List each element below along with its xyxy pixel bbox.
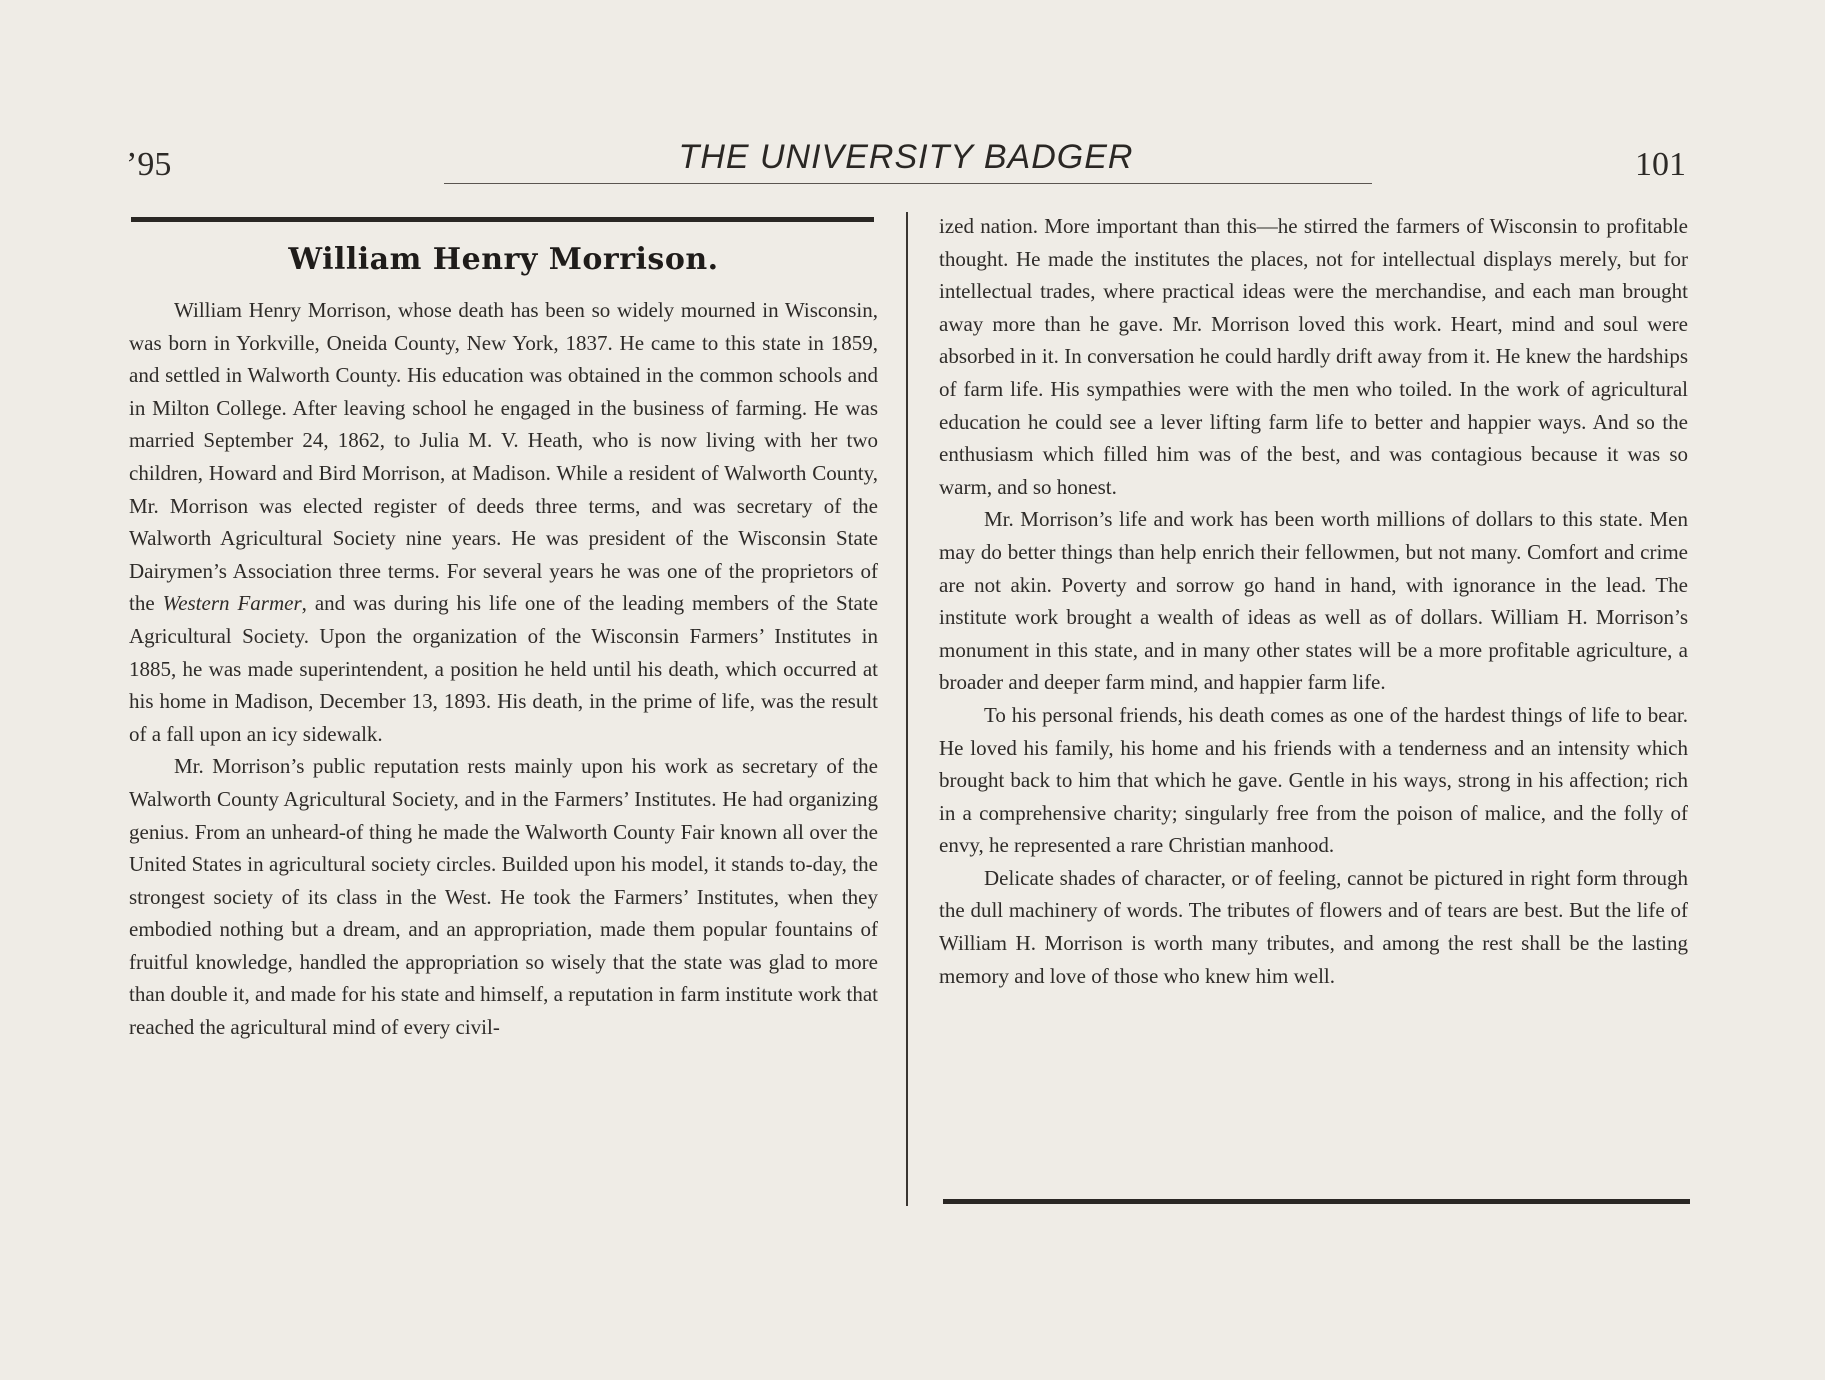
top-rule [131, 217, 874, 222]
running-header [126, 138, 1686, 188]
paragraph-2: Mr. Morrison’s public reputation rests mainly upon his work as secretary of the Walworth County Agricultural Society, and in the Farmers’ Institutes. He had organizing genius. From an unheard-of thing he made the Walworth County Fair known all over the United States in agricultural society circles. Builded upon his model, it stands to-day, the strongest society of its class in the West. He took the Farmers’ Institutes, when they embodied nothing but a dream, and an appropriation, made them popular fountains of fruitful knowledge, handled the appropriation so wisely that the state was glad to more than double it, and made for his state and himself, a reputation in farm institute work that reached the agricultural mind of every civil- [129, 754, 878, 1040]
right-column [939, 210, 1688, 992]
paragraph-1 [129, 294, 878, 750]
left-column [129, 294, 878, 1044]
column-divider [906, 212, 908, 1206]
article-title: William Henry Morrison. [288, 242, 719, 277]
header-year: ’95 [126, 146, 172, 183]
paragraph-5: Delicate shades of character, or of feeling, cannot be pictured in right form through the dull machinery of words. The tributes of flowers and of tears are best. But the life of William H. Morrison is worth many tributes, and among the rest shall be the lasting memory and love of those who knew him well. [939, 865, 1688, 988]
bottom-rule [943, 1199, 1690, 1204]
newspaper-title: Western Farmer [162, 591, 302, 616]
header-title: THE UNIVERSITY BADGER [678, 138, 1134, 176]
page-number: 101 [1635, 146, 1686, 183]
paragraph-1-text-b: , and was during his life one of the leading members of the State Agricultural Society. Upon the organization of the Wisconsin Farmers’ Institutes in 1885, he was made superintendent, a position he held until his death, which occurred at his home in Madison, December 13, 1893. His death, in the prime of life, was the result of a fall upon an icy sidewalk. [129, 591, 879, 746]
paragraph-2-continued: ized nation. More important than this—he stirred the farmers of Wisconsin to profitable thought. He made the institutes the places, not for intellectual displays merely, but for intellectual trades, where practical ideas were the merchandise, and each man brought away more than he gave. Mr. Morrison loved this work. Heart, mind and soul were absorbed in it. In conversation he could hardly drift away from it. He knew the hardships of farm life. His sympathies were with the men who toiled. In the work of agricultural education he could see a lever lifting farm life to better and happier ways. And so the enthusiasm which filled him was of the best, and was contagious because it was so warm, and so honest. [939, 214, 1688, 499]
header-rule [444, 183, 1372, 184]
paragraph-3: Mr. Morrison’s life and work has been worth millions of dollars to this state. Men may do better things than help enrich their fellowmen, but not many. Comfort and crime are not akin. Poverty and sorrow go hand in hand, with ignorance in the lead. The institute work brought a wealth of ideas as well as of dollars. William H. Morrison’s monument in this state, and in many other states will be a more profitable agriculture, a broader and deeper farm mind, and happier farm life. [939, 507, 1688, 695]
paragraph-4: To his personal friends, his death comes as one of the hardest things of life to bear. He loved his family, his home and his friends with a tenderness and an intensity which brought back to him that which he gave. Gentle in his ways, strong in his affection; rich in a comprehensive charity; singularly free from the poison of malice, and the folly of envy, he represented a rare Christian manhood. [939, 702, 1688, 858]
paragraph-1-text-a: William Henry Morrison, whose death has been so widely mourned in Wisconsin, was born in Yorkville, Oneida County, New York, 1837. He came to this state in 1859, and settled in Walworth County. His education was obtained in the common schools and in Milton College. After leaving school he engaged in the business of farming. He was married September 24, 1862, to Julia M. V. Heath, who is now living with her two children, Howard and Bird Morrison, at Madison. While a resident of Walworth County, Mr. Morrison was elected register of deeds three terms, and was secretary of the Walworth Agricultural Society nine years. He was president of the Wisconsin State Dairymen’s Association three terms. For several years he was one of the proprietors of the [129, 298, 878, 616]
